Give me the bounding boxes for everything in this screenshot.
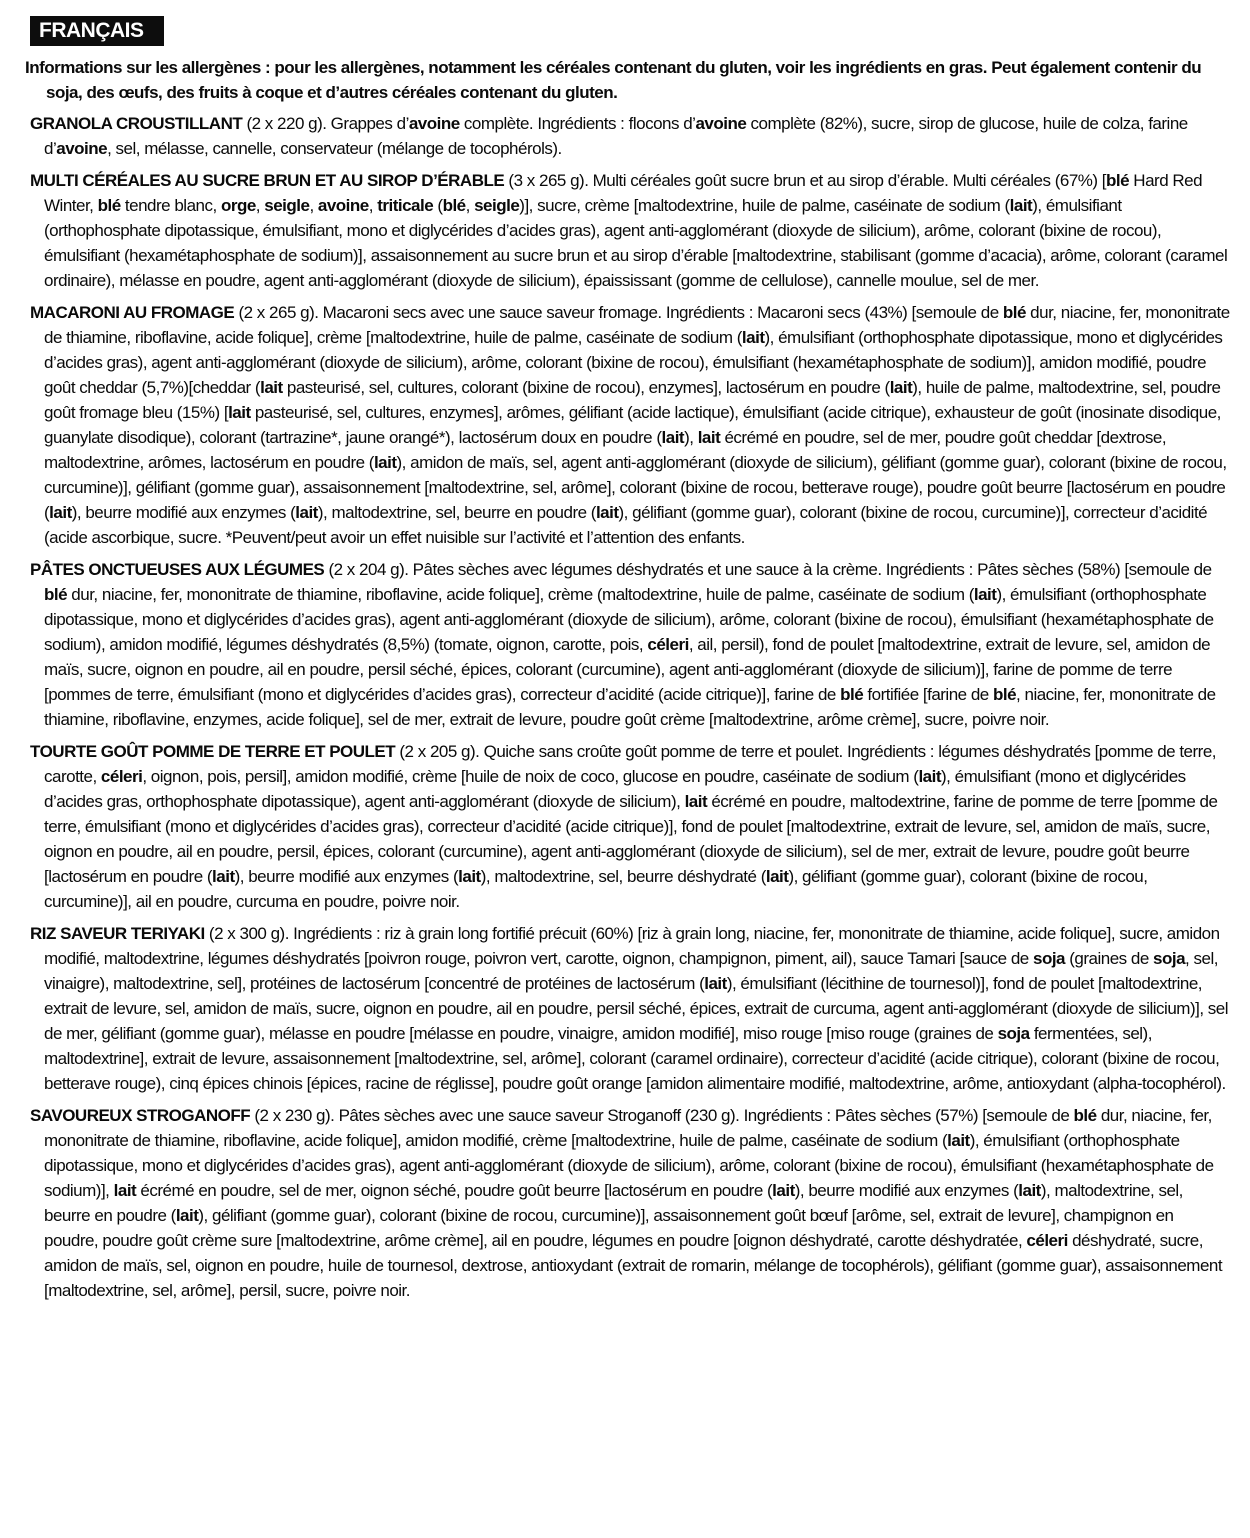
product-paragraph (30, 1103, 1230, 1303)
product-ingredients: (2 x 230 g). Pâtes sèches avec une sauce saveur Stroganoff (230 g). Ingrédients : Pâtes sèches (57%) [semoule de blé dur, niacine, fer, mononitrate de thiamine, riboflavine, acide folique], amidon modifié, crème [maltodextrine, huile de palme, caséinate de sodium (lait), émulsifiant (orthophosphate dipotassique, mono et diglycérides d’acides gras), agent anti-agglomérant (dioxyde de silicium), arôme, colorant (bixine de rocou), émulsifiant (hexamétaphosphate de sodium)], lait écrémé en poudre, sel de mer, oignon séché, poudre goût beurre [lactosérum en poudre (lait), beurre modifié aux enzymes (lait), maltodextrine, sel, beurre en poudre (lait), gélifiant (gomme guar), colorant (bixine de rocou, curcumine)], assaisonnement goût bœuf [arôme, sel, extrait de levure], champignon en poudre, poudre goût crème sure [maltodextrine, arôme crème], ail en poudre, légumes en poudre [oignon déshydraté, carotte déshydratée, céleri déshydraté, sucre, amidon de maïs, sel, oignon en poudre, huile de tournesol, dextrose, antioxydant (extrait de romarin, mélange de tocophérols), gélifiant (gomme guar), assaisonnement [maltodextrine, sel, arôme], persil, sucre, poivre noir. (44, 1106, 1223, 1300)
language-badge (30, 16, 164, 46)
product-paragraph (30, 739, 1230, 914)
product-ingredients: (2 x 205 g). Quiche sans croûte goût pomme de terre et poulet. Ingrédients : légumes déshydratés [pomme de terre, carotte, céleri, oignon, pois, persil], amidon modifié, crème [huile de noix de coco, glucose en poudre, caséinate de sodium (lait), émulsifiant (mono et diglycérides d’acides gras, orthophosphate dipotassique), agent anti-agglomérant (dioxyde de silicium), lait écrémé en poudre, maltodextrine, farine de pomme de terre [pomme de terre, émulsifiant (mono et diglycérides d’acides gras), correcteur d’acidité (acide citrique)], fond de poulet [maltodextrine, extrait de levure, sel, amidon de maïs, sucre, oignon en poudre, ail en poudre, persil, épices, colorant (curcumine), agent anti-agglomérant (dioxyde de silicium), sel de mer, extrait de levure, poudre goût beurre [lactosérum en poudre (lait), beurre modifié aux enzymes (lait), maltodextrine, sel, beurre déshydraté (lait), gélifiant (gomme guar), colorant (bixine de rocou, curcumine)], ail en poudre, curcuma en poudre, poivre noir. (44, 742, 1218, 911)
product-paragraph (30, 111, 1230, 161)
product-name: SAVOUREUX STROGANOFF (30, 1106, 251, 1125)
product-ingredients: (2 x 220 g). Grappes d’avoine complète. Ingrédients : flocons d’avoine complète (82%), sucre, sirop de glucose, huile de colza, farine d’avoine, sel, mélasse, cannelle, conservateur (mélange de tocophérols). (44, 114, 1188, 158)
product-name: MACARONI AU FROMAGE (30, 303, 235, 322)
product-paragraph (30, 168, 1230, 293)
product-name: RIZ SAVEUR TERIYAKI (30, 924, 205, 943)
product-paragraph (30, 300, 1230, 550)
product-ingredients: (2 x 265 g). Macaroni secs avec une sauce saveur fromage. Ingrédients : Macaroni secs (43%) [semoule de blé dur, niacine, fer, mononitrate de thiamine, riboflavine, acide folique], crème [maltodextrine, huile de palme, caséinate de sodium (lait), émulsifiant (orthophosphate dipotassique, mono et diglycérides d’acides gras), agent anti-agglomérant (dioxyde de silicium), arôme, colorant (bixine de rocou), émulsifiant (hexamétaphosphate de sodium)], amidon modifié, poudre goût cheddar (5,7%)[cheddar (lait pasteurisé, sel, cultures, colorant (bixine de rocou), enzymes], lactosérum en poudre (lait), huile de palme, maltodextrine, sel, poudre goût fromage bleu (15%) [lait pasteurisé, sel, cultures, enzymes], arômes, gélifiant (acide lactique), émulsifiant (acide citrique), exhausteur de goût (inosinate disodique, guanylate disodique), colorant (tartrazine*, jaune orangé*), lactosérum doux en poudre (lait), lait écrémé en poudre, sel de mer, poudre goût cheddar [dextrose, maltodextrine, arômes, lactosérum en poudre (lait), amidon de maïs, sel, agent anti-agglomérant (dioxyde de silicium), gélifiant (gomme guar), colorant (bixine de rocou, curcumine)], gélifiant (gomme guar), assaisonnement [maltodextrine, sel, arôme], colorant (bixine de rocou, betterave rouge), poudre goût beurre [lactosérum en poudre (lait), beurre modifié aux enzymes (lait), maltodextrine, sel, beurre en poudre (lait), gélifiant (gomme guar), colorant (bixine de rocou, curcumine)], correcteur d’acidité (acide ascorbique, sucre. *Peuvent/peut avoir un effet nuisible sur l’activité et l’attention des enfants. (44, 303, 1230, 547)
product-name: MULTI CÉRÉALES AU SUCRE BRUN ET AU SIROP D’ÉRABLE (30, 171, 505, 190)
product-ingredients: (2 x 204 g). Pâtes sèches avec légumes déshydratés et une sauce à la crème. Ingrédients : Pâtes sèches (58%) [semoule de blé dur, niacine, fer, mononitrate de thiamine, riboflavine, acide folique], crème (maltodextrine, huile de palme, caséinate de sodium (lait), émulsifiant (orthophosphate dipotassique, mono et diglycérides d’acides gras), agent anti-agglomérant (dioxyde de silicium), arôme, colorant (bixine de rocou), émulsifiant (hexamétaphosphate de sodium), amidon modifié, légumes déshydratés (8,5%) (tomate, oignon, carotte, pois, céleri, ail, persil), fond de poulet [maltodextrine, extrait de levure, sel, amidon de maïs, sucre, oignon en poudre, ail en poudre, persil séché, épices, colorant (curcumine), agent anti-agglomérant (dioxyde de silicium)], farine de pomme de terre [pommes de terre, émulsifiant (mono et diglycérides d’acides gras), correcteur d’acidité (acide citrique)], farine de blé fortifiée [farine de blé, niacine, fer, mononitrate de thiamine, riboflavine, enzymes, acide folique], sel de mer, extrait de levure, poudre goût crème [maltodextrine, arôme crème], sucre, poivre noir. (44, 560, 1216, 729)
product-ingredients: (2 x 300 g). Ingrédients : riz à grain long fortifié précuit (60%) [riz à grain long, niacine, fer, mononitrate de thiamine, acide folique], sucre, amidon modifié, maltodextrine, légumes déshydratés [poivron rouge, poivron vert, carotte, oignon, champignon, piment, ail), sauce Tamari [sauce de soja (graines de soja, sel, vinaigre), maltodextrine, sel], protéines de lactosérum [concentré de protéines de lactosérum (lait), émulsifiant (lécithine de tournesol)], fond de poulet [maltodextrine, extrait de levure, sel, amidon de maïs, sucre, oignon en poudre, ail en poudre, persil séché, épices, extrait de curcuma, agent anti-agglomérant (dioxyde de silicium)], sel de mer, gélifiant (gomme guar), mélasse en poudre [mélasse en poudre, vinaigre, amidon modifié], miso rouge [miso rouge (graines de soja fermentées, sel), maltodextrine], extrait de levure, assaisonnement [maltodextrine, sel, arôme], colorant (caramel ordinaire), correcteur d’acidité (acide citrique), colorant (bixine de rocou, betterave rouge), cinq épices chinois [épices, racine de réglisse], poudre goût orange [amidon alimentaire modifié, maltodextrine, arôme, antioxydant (alpha-tocophérol). (44, 924, 1229, 1093)
product-paragraph (30, 921, 1230, 1096)
language-badge-label: FRANÇAIS (39, 19, 144, 42)
product-name: PÂTES ONCTUEUSES AUX LÉGUMES (30, 560, 325, 579)
product-list (30, 111, 1230, 1303)
product-paragraph (30, 557, 1230, 732)
product-name: TOURTE GOÛT POMME DE TERRE ET POULET (30, 742, 396, 761)
allergen-notice: Informations sur les allergènes : pour les allergènes, notamment les céréales contenant du gluten, voir les ingrédients en gras. Peut également contenir du soja, des œufs, des fruits à coque et d’autres céréales contenant du gluten. (25, 58, 1202, 102)
product-ingredients: (3 x 265 g). Multi céréales goût sucre brun et au sirop d’érable. Multi céréales (67%) [blé Hard Red Winter, blé tendre blanc, orge, seigle, avoine, triticale (blé, seigle)], sucre, crème [maltodextrine, huile de palme, caséinate de sodium (lait), émulsifiant (orthophosphate dipotassique, émulsifiant, mono et diglycérides d’acides gras), agent anti-agglomérant (dioxyde de silicium), arôme, colorant (bixine de rocou), émulsifiant (hexamétaphosphate de sodium)], assaisonnement au sucre brun et au sirop d’érable [maltodextrine, stabilisant (gomme d’acacia), arôme, colorant (caramel ordinaire), mélasse en poudre, agent anti-agglomérant (dioxyde de silicium), épaississant (gomme de cellulose), cannelle moulue, sel de mer. (44, 171, 1228, 290)
product-name: GRANOLA CROUSTILLANT (30, 114, 243, 133)
